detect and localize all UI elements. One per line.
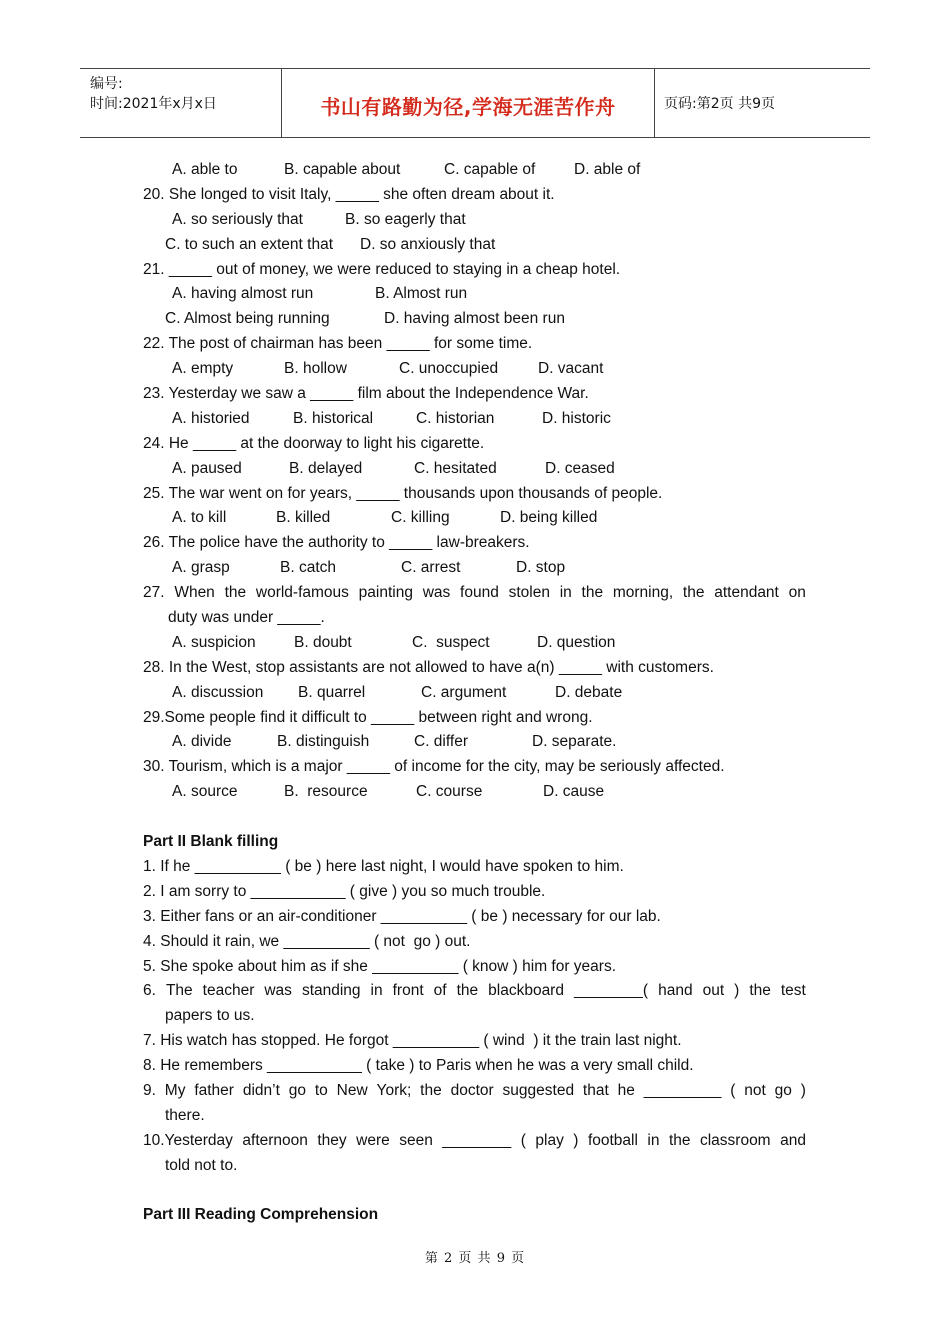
answer-option: B. historical — [293, 409, 374, 427]
answer-option: B. delayed — [289, 459, 363, 477]
question-word: father — [194, 1081, 234, 1099]
question-word: go — [288, 1081, 306, 1099]
answer-option: D. question — [537, 633, 616, 651]
answer-options — [143, 681, 806, 706]
question-word: the — [456, 982, 479, 1000]
answer-options — [143, 780, 806, 805]
question-word: in — [559, 584, 572, 602]
question-word: world-famous — [255, 584, 349, 602]
page-info: 页码:第2页 共9页 — [664, 96, 775, 112]
question-word: he — [617, 1081, 635, 1099]
answer-option: D. cause — [543, 783, 605, 801]
header-meta-cell — [80, 69, 280, 137]
question-word: was — [264, 982, 292, 1000]
question-word: and — [780, 1131, 806, 1149]
question-word: ________( — [573, 982, 649, 1000]
question-word: football — [587, 1131, 638, 1149]
answer-option: A. able to — [172, 161, 238, 178]
question-word: ( — [730, 1081, 736, 1099]
answer-option: D. separate. — [532, 733, 617, 751]
question-word: morning, — [612, 584, 674, 602]
answer-option: D. debate — [555, 683, 623, 701]
question-word: in — [647, 1131, 660, 1149]
document-body — [143, 158, 806, 1228]
answer-option: A. having almost run — [172, 285, 314, 303]
question-continuation: papers to us. — [165, 1007, 255, 1025]
question-text: 7. His watch has stopped. He forgot __________ ( wind ) it the train last night. — [143, 1032, 682, 1050]
question-word: they — [317, 1131, 347, 1149]
question-word: not — [744, 1081, 766, 1099]
question-word: painting — [358, 584, 413, 602]
answer-option: B. resource — [284, 783, 368, 801]
answer-options — [143, 407, 806, 432]
page-footer: 第 2 页 共 9 页 — [424, 1251, 526, 1266]
answer-option: C. capable of — [444, 161, 536, 178]
answer-option: A. discussion — [172, 683, 264, 701]
answer-option: C. unoccupied — [399, 360, 499, 378]
question-text: 3. Either fans or an air-conditioner __________ ( be ) necessary for our lab. — [143, 907, 661, 925]
answer-option: A. historied — [172, 409, 250, 427]
answer-option: A. so seriously that — [172, 210, 303, 228]
question-text: 29.Some people find it difficult to _____ between right and wrong. — [143, 708, 593, 726]
answer-option: A. to kill — [172, 509, 227, 527]
question-continuation: there. — [165, 1106, 205, 1124]
question-word: the — [224, 584, 247, 602]
question-text: 28. In the West, stop assistants are not allowed to have a(n) _____ with customers. — [143, 658, 714, 676]
answer-options — [143, 307, 806, 332]
question-text — [143, 979, 806, 1004]
part1-questions — [143, 158, 806, 805]
question-text: 21. _____ out of money, we were reduced to staying in a cheap hotel. — [143, 260, 621, 278]
question-text — [143, 581, 806, 606]
question-word: classroom — [699, 1131, 771, 1149]
answer-option: C. differ — [414, 733, 468, 751]
answer-option: B. distinguish — [277, 733, 370, 751]
answer-options — [143, 730, 806, 755]
question-word: play — [535, 1131, 564, 1149]
answer-option: C. Almost being running — [165, 310, 330, 328]
answer-option: B. doubt — [294, 633, 352, 651]
answer-option: B. Almost run — [375, 285, 468, 303]
question-word: go — [774, 1081, 792, 1099]
answer-option: D. having almost been run — [384, 310, 565, 328]
question-word: didn’t — [242, 1081, 280, 1099]
part2-heading: Part II Blank filling — [143, 833, 279, 851]
question-text — [143, 1079, 806, 1104]
answer-option: A. grasp — [172, 559, 230, 577]
question-text: 24. He _____ at the doorway to light his cigarette. — [143, 434, 485, 452]
part2-questions — [143, 855, 806, 1179]
question-word: that — [582, 1081, 609, 1099]
answer-option: C. course — [416, 783, 483, 801]
answer-option: B. quarrel — [298, 683, 366, 701]
question-text: 5. She spoke about him as if she __________ ( know ) him for years. — [143, 957, 617, 975]
answer-option: B. catch — [280, 559, 336, 577]
question-text: 2. I am sorry to ___________ ( give ) you so much trouble. — [143, 882, 546, 900]
header-page-cell — [654, 69, 870, 137]
question-word: in — [370, 982, 383, 1000]
question-word: hand — [658, 982, 693, 1000]
question-word: attendant — [714, 584, 779, 602]
time-label: 时间:2021年x月x日 — [90, 96, 217, 112]
number-label: 编号: — [90, 76, 123, 92]
answer-option: C. hesitated — [414, 459, 497, 477]
question-word: The — [165, 982, 193, 1000]
answer-option: C. to such an extent that — [165, 235, 334, 253]
header-motto-cell — [281, 69, 655, 137]
question-word: standing — [301, 982, 361, 1000]
question-word: were — [356, 1131, 390, 1149]
question-word: teacher — [202, 982, 255, 1000]
question-word: the — [749, 982, 771, 1000]
question-word: afternoon — [242, 1131, 308, 1149]
question-word: the — [581, 584, 604, 602]
answer-option: C. suspect — [412, 633, 490, 651]
answer-option: C. historian — [416, 409, 495, 427]
answer-option: A. empty — [172, 360, 234, 378]
question-word: 27. — [143, 584, 165, 602]
answer-option: B. hollow — [284, 360, 347, 378]
answer-option: D. able of — [574, 161, 641, 178]
question-word: found — [460, 584, 499, 602]
question-text: 23. Yesterday we saw a _____ film about the Independence War. — [143, 385, 589, 403]
answer-option: C. arrest — [401, 559, 461, 577]
answer-option: B. so eagerly that — [345, 210, 466, 228]
question-word: the — [682, 584, 705, 602]
question-word: doctor — [450, 1081, 494, 1099]
answer-options — [143, 233, 806, 258]
answer-option: D. stop — [516, 559, 566, 577]
question-word: out — [702, 982, 725, 1000]
question-text: 4. Should it rain, we __________ ( not go ) out. — [143, 932, 471, 950]
answer-option: C. killing — [391, 509, 450, 527]
question-text — [143, 1129, 806, 1154]
question-word: the — [420, 1081, 442, 1099]
part3-heading: Part III Reading Comprehension — [143, 1206, 379, 1224]
question-word: the — [668, 1131, 691, 1149]
question-text: 30. Tourism, which is a major _____ of income for the city, may be seriously affected. — [143, 758, 725, 776]
question-text: 25. The war went on for years, _____ thousands upon thousands of people. — [143, 484, 663, 502]
question-word: blackboard — [488, 982, 564, 1000]
answer-option: B. killed — [276, 509, 331, 527]
question-word: ( — [520, 1131, 526, 1149]
question-word: New — [336, 1081, 368, 1099]
question-text: 22. The post of chairman has been _____ for some time. — [143, 335, 533, 353]
answer-option: D. historic — [542, 409, 611, 427]
question-word: York; — [376, 1081, 412, 1099]
motto-text: 书山有路勤为径,学海无涯苦作舟 — [320, 95, 616, 119]
question-text: 1. If he __________ ( be ) here last night, I would have spoken to him. — [143, 857, 624, 875]
question-word: 9. — [143, 1081, 156, 1099]
question-word: _________ — [643, 1081, 722, 1099]
answer-option: A. paused — [172, 459, 242, 477]
question-word: to — [314, 1081, 328, 1099]
question-word: ) — [734, 982, 740, 1000]
question-word: suggested — [502, 1081, 575, 1099]
question-word: ________ — [442, 1131, 512, 1149]
answer-option: B. capable about — [284, 161, 401, 178]
question-word: ) — [800, 1081, 806, 1099]
answer-options — [143, 506, 806, 531]
question-word: was — [422, 584, 451, 602]
answer-option: C. argument — [421, 683, 507, 701]
question-text: 26. The police have the authority to _____ law-breakers. — [143, 534, 530, 552]
answer-options — [143, 357, 806, 382]
answer-option: D. ceased — [545, 459, 615, 477]
question-word: of — [433, 982, 447, 1000]
question-word: on — [788, 584, 806, 602]
answer-option: D. being killed — [500, 509, 598, 527]
answer-options — [143, 631, 806, 656]
question-continuation: duty was under _____. — [168, 609, 325, 627]
question-word: 10.Yesterday — [143, 1131, 233, 1149]
question-word: stolen — [508, 584, 550, 602]
spacer — [143, 805, 806, 830]
answer-options — [143, 158, 806, 183]
question-word: test — [780, 982, 806, 1000]
page-header — [80, 68, 870, 138]
question-word: seen — [399, 1131, 433, 1149]
question-word: 6. — [143, 982, 156, 1000]
answer-option: D. vacant — [538, 360, 604, 378]
answer-options — [143, 457, 806, 482]
question-text: 20. She longed to visit Italy, _____ she often dream about it. — [143, 185, 555, 203]
question-word: My — [164, 1081, 186, 1099]
answer-options — [143, 556, 806, 581]
question-word: front — [392, 982, 424, 1000]
question-word: When — [174, 584, 215, 602]
answer-options — [143, 282, 806, 307]
answer-option: D. so anxiously that — [360, 235, 496, 253]
question-word: ) — [573, 1131, 579, 1149]
question-continuation: told not to. — [165, 1156, 238, 1174]
answer-option: A. source — [172, 783, 238, 801]
spacer — [143, 1179, 806, 1204]
answer-option: A. divide — [172, 733, 232, 751]
answer-options — [143, 208, 806, 233]
answer-option: A. suspicion — [172, 633, 256, 651]
question-text: 8. He remembers ___________ ( take ) to Paris when he was a very small child. — [143, 1057, 694, 1075]
